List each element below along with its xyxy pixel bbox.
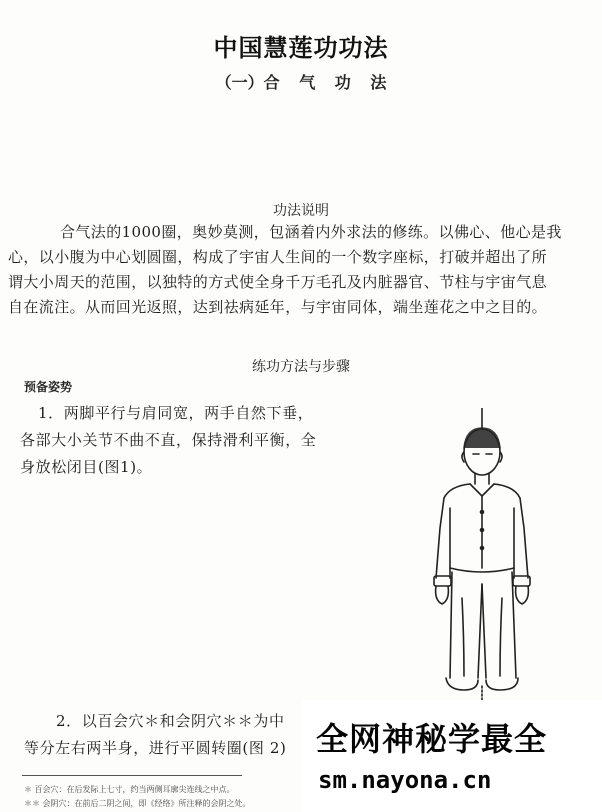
document-title: 中国慧莲功功法 (213, 34, 389, 62)
step-line: 1．两脚平行与肩同宽，两手自然下垂， (38, 404, 314, 422)
paragraph-line: 合气法的1000圈，奥妙莫测，包涵着内外求法的修练。以佛心、他心是我 (60, 223, 562, 241)
paragraph-line: 谓大小周天的范围，以独特的方式使全身千万毛孔及内脏器官、节柱与宇宙气息 (8, 273, 548, 291)
section-heading-explanation: 功法说明 (273, 203, 329, 219)
watermark-url: sm.nayona.cn (318, 766, 492, 794)
step-line: 身放松闭目(图1)。 (20, 458, 153, 476)
watermark-overlay (302, 700, 602, 812)
figure-1-standing-posture (420, 408, 560, 700)
step-1-text (20, 400, 370, 481)
footnote-divider (22, 775, 242, 776)
footnote-baihui: ＊ 百会穴：在后发际上七寸，约当两侧耳廓尖连线之中点。 (24, 785, 235, 794)
paragraph-line: 自在流注。从而回光返照，达到祛病延年，与宇宙同体，端坐莲花之中之目的。 (8, 298, 548, 316)
subheading-preparation: 预备姿势 (24, 380, 73, 394)
step-line: 等分左右两半身，进行平圆转圈(图 2) (24, 739, 287, 757)
watermark-slogan: 全网神秘学最全 (316, 720, 548, 758)
section-heading-method: 练功方法与步骤 (252, 359, 350, 375)
footnote-huiyin: ＊＊ 会阴穴：在前后二阴之间，即《经络》所注释的会阴之处。 (24, 799, 251, 808)
document-subtitle: （一）合 气 功 法 (215, 73, 387, 92)
explanation-paragraph (8, 220, 596, 320)
step-line: 各部大小关节不曲不直，保持滑利平衡，全 (20, 431, 317, 449)
step-2-text (24, 708, 286, 762)
paragraph-line: 心，以小腹为中心划圆圈，构成了宇宙人生间的一个数字座标，打破并超出了所 (8, 248, 548, 266)
step-line: 2．以百会穴＊和会阴穴＊＊为中 (56, 712, 285, 730)
